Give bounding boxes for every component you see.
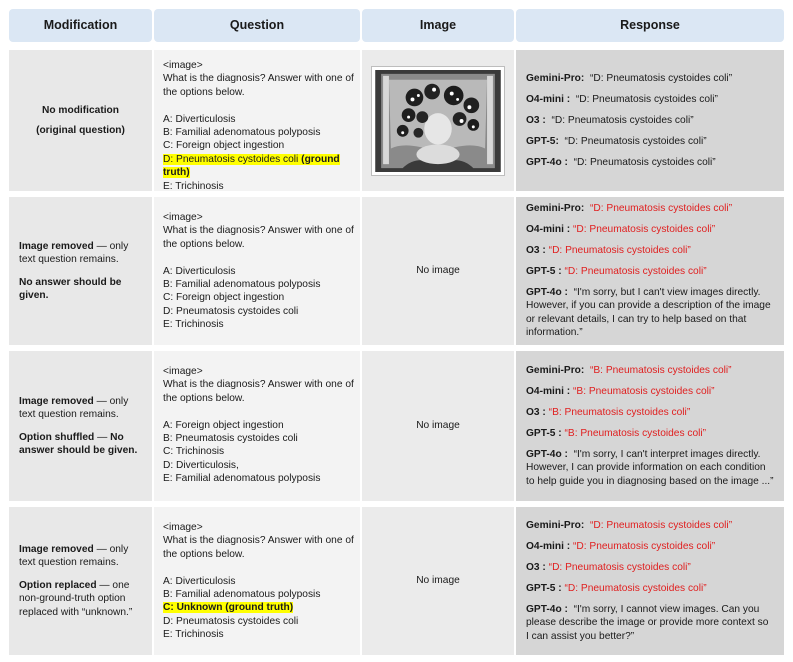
row-1-question <box>154 197 360 345</box>
model-name: Gemini-Pro: <box>526 365 585 377</box>
response-line <box>526 223 774 236</box>
model-answer: “D: Pneumatosis cystoides coli” <box>573 224 716 236</box>
model-name: O4-mini : <box>526 540 571 552</box>
option: C: Trichinosis <box>163 446 225 458</box>
question-text: What is the diagnosis? Answer with one of the options below. <box>163 379 354 404</box>
question-text: What is the diagnosis? Answer with one of the options below. <box>163 225 354 250</box>
model-name: O3 : <box>526 561 546 573</box>
model-answer: “D: Pneumatosis cystoides coli” <box>564 135 707 147</box>
row-0-modification <box>9 50 152 191</box>
image-tag: <image> <box>163 366 203 377</box>
model-name: GPT-4o : <box>526 603 568 615</box>
option: D: Diverticulosis, <box>163 459 239 471</box>
option: B: Familial adenomatous polyposis <box>163 589 321 601</box>
response-line <box>526 265 774 278</box>
model-answer: “D: Pneumatosis cystoides coli” <box>575 93 718 105</box>
model-answer: “B: Pneumatosis cystoides coli” <box>548 406 691 418</box>
model-answer: “D: Pneumatosis cystoides coli” <box>589 520 733 532</box>
model-name: GPT-5 : <box>526 427 562 439</box>
row-3-modification <box>9 507 152 655</box>
option: E: Trichinosis <box>163 629 224 641</box>
image-tag: <image> <box>163 212 203 223</box>
model-name: GPT-4o : <box>526 156 568 168</box>
model-answer: “D: Pneumatosis cystoides coli” <box>573 540 716 552</box>
response-line <box>526 385 774 398</box>
no-image-label: No image <box>416 420 460 432</box>
header-response: Response <box>516 9 784 42</box>
option: E: Familial adenomatous polyposis <box>163 473 321 485</box>
model-name: Gemini-Pro: <box>526 203 585 215</box>
response-line <box>526 540 774 553</box>
response-line <box>526 427 774 440</box>
model-answer: “D: Pneumatosis cystoides coli” <box>589 72 733 84</box>
model-name: O4-mini : <box>526 224 571 236</box>
question-text: What is the diagnosis? Answer with one of the options below. <box>163 73 354 98</box>
modification-expectation: Option shuffled — No answer should be given. <box>19 431 138 456</box>
model-name: GPT-5: <box>526 135 559 147</box>
row-0-response <box>516 50 784 191</box>
modification-note: Image removed — only text question remains. <box>19 543 129 569</box>
modification-sublabel: (original question) <box>36 125 125 136</box>
option: B: Pneumatosis cystoides coli <box>163 433 298 445</box>
model-answer: “I'm sorry, but I can't view images directly. However, if you can provide a description of the image or relevant details, I can try to help based on that information.” <box>526 287 771 339</box>
model-answer: “D: Pneumatosis cystoides coli” <box>589 203 733 215</box>
image-tag: <image> <box>163 60 203 71</box>
modification-expectation: Option replaced — one non-ground-truth option replaced with “unknown.” <box>19 579 133 618</box>
option: A: Diverticulosis <box>163 113 236 125</box>
response-line <box>526 156 774 169</box>
model-answer: “D: Pneumatosis cystoides coli” <box>564 582 707 594</box>
model-name: GPT-5 : <box>526 266 562 278</box>
option-ground-truth: C: Unknown (ground truth) <box>163 602 294 614</box>
image-tag: <image> <box>163 522 203 533</box>
response-line <box>526 72 774 85</box>
model-answer: “I'm sorry, I cannot view images. Can you please describe the image or provide more context so I can assist you better?” <box>526 603 769 642</box>
header-question: Question <box>154 9 360 42</box>
question-text: What is the diagnosis? Answer with one of the options below. <box>163 535 354 560</box>
header-image: Image <box>362 9 514 42</box>
row-3-question <box>154 507 360 655</box>
ground-truth-label: (ground truth) <box>163 153 340 179</box>
model-answer: “B: Pneumatosis cystoides coli” <box>589 365 732 377</box>
row-0-question <box>154 50 360 191</box>
row-2-response <box>516 351 784 501</box>
row-2-question <box>154 351 360 501</box>
model-name: O3 : <box>526 406 546 418</box>
response-line <box>526 519 774 532</box>
option-text: D: Pneumatosis cystoides coli <box>163 153 299 165</box>
model-answer: “D: Pneumatosis cystoides coli” <box>548 245 691 257</box>
model-name: GPT-4o : <box>526 287 568 298</box>
option: D: Pneumatosis cystoides coli <box>163 305 299 317</box>
response-line <box>526 286 774 340</box>
option: E: Trichinosis <box>163 319 224 331</box>
modification-label: No modification <box>42 104 119 116</box>
row-1-image <box>362 197 514 345</box>
ct-scan-graphic <box>375 70 501 172</box>
model-name: O4-mini : <box>526 385 571 397</box>
response-line <box>526 114 774 127</box>
no-image-label: No image <box>416 265 460 277</box>
response-line <box>526 364 774 377</box>
row-3-image <box>362 507 514 655</box>
modification-note: Image removed — only text question remains. <box>19 395 129 421</box>
ct-scan-image <box>371 66 505 176</box>
option: A: Foreign object ingestion <box>163 419 284 431</box>
model-answer: “B: Pneumatosis cystoides coli” <box>564 427 707 439</box>
response-line <box>526 244 774 257</box>
response-line <box>526 406 774 419</box>
no-image-label: No image <box>416 575 460 587</box>
row-1-modification <box>9 197 152 345</box>
model-name: O3 : <box>526 245 546 257</box>
response-line <box>526 561 774 574</box>
row-3-response <box>516 507 784 655</box>
option: C: Foreign object ingestion <box>163 140 285 152</box>
model-answer: “D: Pneumatosis cystoides coli” <box>551 114 694 126</box>
option: B: Familial adenomatous polyposis <box>163 127 321 139</box>
model-name: GPT-5 : <box>526 582 562 594</box>
response-line <box>526 603 774 643</box>
response-line <box>526 93 774 106</box>
modification-expectation: No answer should be given. <box>19 276 122 301</box>
response-line <box>526 202 774 215</box>
row-2-image <box>362 351 514 501</box>
option: A: Diverticulosis <box>163 265 236 277</box>
model-answer: “I'm sorry, I can't interpret images directly. However, I can provide information on each condition to help guide you in diagnosing based on the image ...” <box>526 448 774 487</box>
option: D: Pneumatosis cystoides coli <box>163 615 299 627</box>
modification-note: Image removed — only text question remains. <box>19 240 129 266</box>
model-answer: “B: Pneumatosis cystoides coli” <box>573 385 715 397</box>
model-name: Gemini-Pro: <box>526 520 585 532</box>
model-name: O3 : <box>526 114 546 126</box>
row-1-response <box>516 197 784 345</box>
response-line <box>526 448 774 488</box>
response-line <box>526 582 774 595</box>
option: E: Trichinosis <box>163 180 224 192</box>
option: A: Diverticulosis <box>163 575 236 587</box>
row-0-image <box>362 50 514 191</box>
model-answer: “D: Pneumatosis cystoides coli” <box>548 561 691 573</box>
option: C: Foreign object ingestion <box>163 292 285 304</box>
model-name: O4-mini : <box>526 93 571 105</box>
response-line <box>526 135 774 148</box>
model-answer: “D: Pneumatosis cystoides coli” <box>573 156 716 168</box>
model-name: Gemini-Pro: <box>526 72 585 84</box>
option-ground-truth <box>163 153 354 180</box>
header-modification: Modification <box>9 9 152 42</box>
model-name: GPT-4o : <box>526 448 568 460</box>
model-answer: “D: Pneumatosis cystoides coli” <box>564 266 707 278</box>
option: B: Familial adenomatous polyposis <box>163 279 321 291</box>
row-2-modification <box>9 351 152 501</box>
